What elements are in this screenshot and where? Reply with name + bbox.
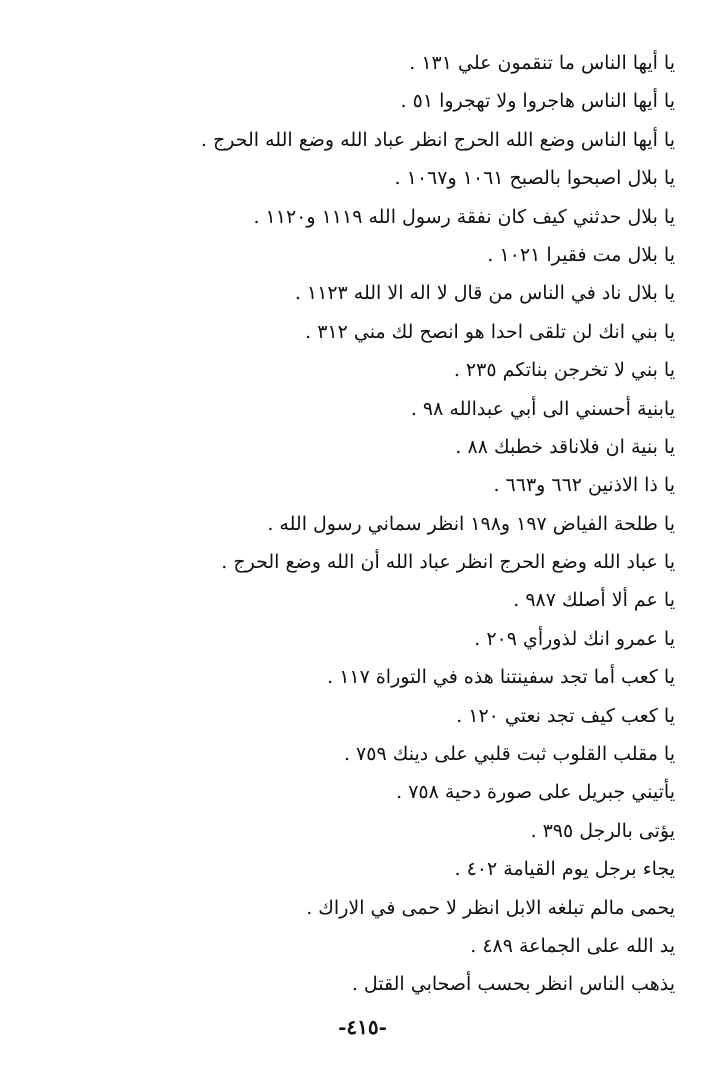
index-entry: يا عمرو انك لذورأي ٢٠٩ . [474, 627, 675, 650]
index-entry: يا كعب كيف تجد نعتي ١٢٠ . [456, 704, 675, 727]
index-entry: يا بني انك لن تلقى احدا هو انصح لك مني ٣١٢ . [305, 320, 675, 343]
index-entry: يا أيها الناس هاجروا ولا تهجروا ٥١ . [400, 90, 675, 113]
index-entry: يا ذا الاذنين ٦٦٢ و٦٦٣ . [493, 474, 675, 497]
page-number: -٤١٥- [338, 1015, 387, 1039]
index-entry: يا بنية ان فلاناقد خطبك ٨٨ . [455, 435, 675, 458]
index-entry: يا أيها الناس وضع الله الحرج انظر عباد الله وضع الله الحرج . [200, 128, 675, 151]
index-entry: يا بلال ناد في الناس من قال لا اله الا الله ١١٢٣ . [294, 282, 675, 305]
index-entry: يا كعب أما تجد سفينتنا هذه في التوراة ١١٧ . [327, 666, 675, 689]
index-entry: يا بلال اصبحوا بالصبح ١٠٦١ و١٠٦٧ . [394, 167, 675, 190]
index-entry: يحمى مالم تبلغه الابل انظر لا حمى في الاراك . [306, 896, 675, 919]
index-entry: يا عباد الله وضع الحرج انظر عباد الله أن الله وضع الحرج . [221, 551, 675, 574]
index-entry: يا أيها الناس ما تنقمون علي ١٣١ . [409, 52, 675, 74]
index-entry: يد الله على الجماعة ٤٨٩ . [470, 934, 675, 957]
index-entry-list [155, 44, 675, 1004]
index-entry: يأتيني جبريل على صورة دحية ٧٥٨ . [396, 781, 675, 804]
index-entry: يا بني لا تخرجن بناتكم ٢٣٥ . [453, 359, 675, 382]
index-entry: يابنية أحسني الى أبي عبدالله ٩٨ . [410, 397, 675, 420]
index-entry: يا بلال حدثني كيف كان نفقة رسول الله ١١١٩ و١١٢٠ . [253, 205, 675, 228]
index-entry: يذهب الناس انظر بحسب أصحابي القتل . [351, 973, 675, 996]
index-entry: يا طلحة الفياض ١٩٧ و١٩٨ انظر سماني رسول الله . [267, 512, 675, 535]
index-entry: يا مقلب القلوب ثبت قلبي على دينك ٧٥٩ . [343, 743, 675, 766]
index-entry: يا بلال مت فقيرا ١٠٢١ . [487, 243, 675, 266]
index-entry: يجاء برجل يوم القيامة ٤٠٢ . [454, 858, 675, 881]
index-entry: يؤتى بالرجل ٣٩٥ . [530, 819, 675, 842]
index-entry: يا عم ألا أصلك ٩٨٧ . [513, 589, 675, 612]
